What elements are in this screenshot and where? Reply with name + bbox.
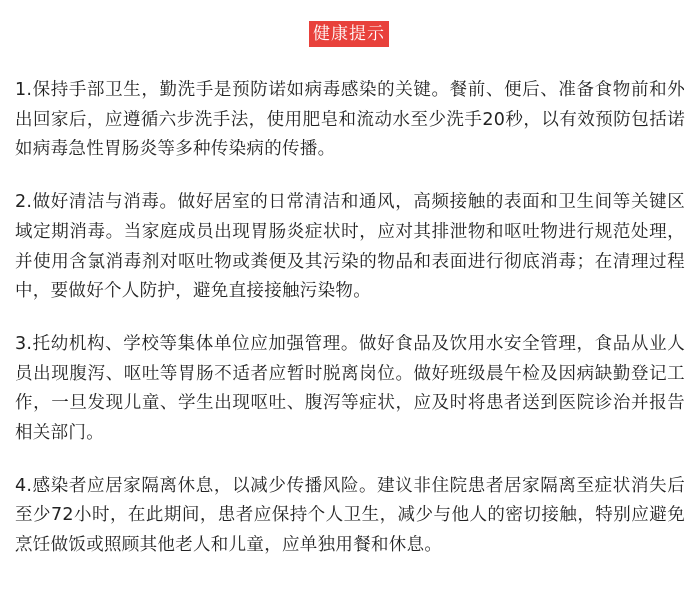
- tip-paragraph-1: 1.保持手部卫生，勤洗手是预防诺如病毒感染的关键。餐前、便后、准备食物前和外出回家后，应遵循六步洗手法，使用肥皂和流动水至少洗手20秒，以有效预防包括诺如病毒急性胃肠炎等多种传染病的传播。: [15, 80, 685, 160]
- tip-paragraph-4: 4.感染者应居家隔离休息，以减少传播风险。建议非住院患者居家隔离至症状消失后至少72小时，在此期间，患者应保持个人卫生，减少与他人的密切接触，特别应避免烹饪做饭或照顾其他老人和儿童，应单独用餐和休息。: [15, 475, 685, 556]
- tip-paragraph-2: 2.做好清洁与消毒。做好居室的日常清洁和通风，高频接触的表面和卫生间等关键区域定期消毒。当家庭成员出现胃肠炎症状时，应对其排泄物和呕吐物进行规范处理，并使用含氯消毒剂对呕吐物或粪便及其污染的物品和表面进行彻底消毒；在清理过程中，要做好个人防护，避免直接接触污染物。: [15, 192, 685, 302]
- page-title: 健康提示: [309, 21, 389, 47]
- title-container: [0, 21, 698, 47]
- tip-paragraph-3: 3.托幼机构、学校等集体单位应加强管理。做好食品及饮用水安全管理，食品从业人员出现腹泻、呕吐等胃肠不适者应暂时脱离岗位。做好班级晨午检及因病缺勤登记工作，一旦发现儿童、学生出现呕吐、腹泻等症状，应及时将患者送到医院诊治并报告相关部门。: [15, 333, 685, 444]
- article-body: [15, 76, 685, 584]
